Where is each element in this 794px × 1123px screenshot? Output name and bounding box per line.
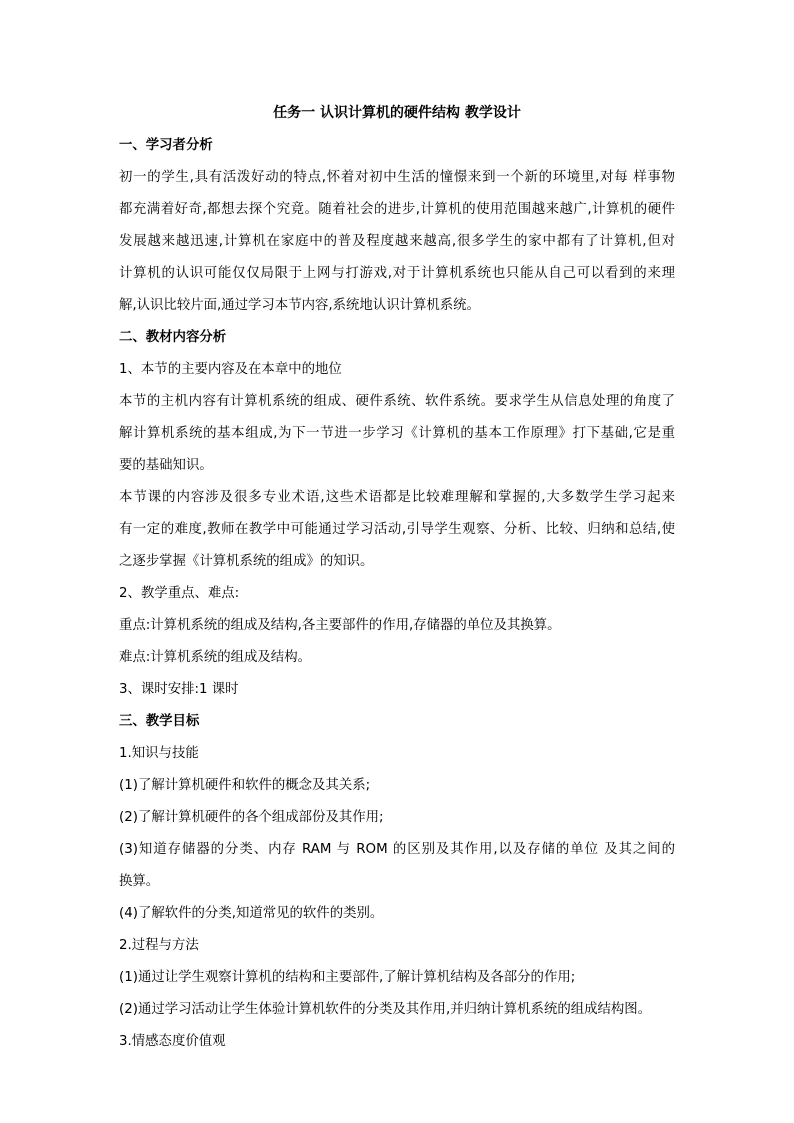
document-title: 任务一 认识计算机的硬件结构 教学设计	[273, 105, 521, 121]
paragraph-line: 都充满着好奇,都想去探个究竟。随着社会的进步,计算机的使用范围越来越广,计算机的硬件	[119, 202, 675, 217]
paragraph-line: 2、教学重点、难点:	[119, 586, 240, 601]
paragraph-line: 之逐步掌握《计算机系统的组成》的知识。	[119, 554, 374, 569]
section-heading: 三、教学目标	[119, 714, 200, 729]
paragraph-line: 3、课时安排:1 课时	[119, 682, 239, 697]
paragraph-line: 1.知识与技能	[119, 746, 199, 761]
paragraph-line: 发展越来越迅速,计算机在家庭中的普及程度越来越高,很多学生的家中都有了计算机,但对	[119, 234, 675, 249]
document-body	[119, 100, 675, 1058]
paragraph-line: 3.情感态度价值观	[119, 1034, 226, 1049]
paragraph-line: 2.过程与方法	[119, 938, 199, 953]
paragraph-line: (4)了解软件的分类,知道常见的软件的类别。	[119, 906, 384, 921]
paragraph-line: 要的基础知识。	[119, 458, 213, 473]
paragraph-line: 有一定的难度,教师在教学中可能通过学习活动,引导学生观察、分析、比较、归纳和总结,使	[119, 522, 675, 537]
paragraph-line: (2)了解计算机硬件的各个组成部份及其作用;	[119, 810, 384, 825]
paragraph-line: 重点:计算机系统的组成及结构,各主要部件的作用,存储器的单位及其换算。	[119, 618, 561, 633]
section-heading: 二、教材内容分析	[119, 330, 227, 345]
paragraph-line: 换算。	[119, 874, 160, 889]
paragraph-line: 难点:计算机系统的组成及结构。	[119, 650, 311, 665]
paragraph-line: 本节课的内容涉及很多专业术语,这些术语都是比较难理解和掌握的,大多数学生学习起来	[119, 490, 675, 505]
document-lines	[119, 130, 675, 1058]
section-heading: 一、学习者分析	[119, 138, 213, 153]
paragraph-line: 1、本节的主要内容及在本章中的地位	[119, 362, 342, 377]
paragraph-line: (2)通过学习活动让学生体验计算机软件的分类及其作用,并归纳计算机系统的组成结构图。	[119, 1002, 652, 1017]
paragraph-line: (1)通过让学生观察计算机的结构和主要部件,了解计算机结构及各部分的作用;	[119, 970, 576, 985]
paragraph-line: (3)知道存储器的分类、内存 RAM 与 ROM 的区别及其作用,以及存储的单位 及其之间的	[119, 842, 675, 857]
paragraph-line: 计算机的认识可能仅仅局限于上网与打游戏,对于计算机系统也只能从自己可以看到的来理	[119, 266, 675, 281]
paragraph-line: 本节的主机内容有计算机系统的组成、硬件系统、软件系统。要求学生从信息处理的角度了	[119, 394, 675, 409]
paragraph-line: (1)了解计算机硬件和软件的概念及其关系;	[119, 778, 371, 793]
paragraph-line: 初一的学生,具有活泼好动的特点,怀着对初中生活的憧憬来到一个新的环境里,对每 样事物	[119, 170, 675, 185]
paragraph-line: 解计算机系统的基本组成,为下一节进一步学习《计算机的基本工作原理》打下基础,它是重	[119, 426, 675, 441]
paragraph-line: 解,认识比较片面,通过学习本节内容,系统地认识计算机系统。	[119, 298, 480, 313]
